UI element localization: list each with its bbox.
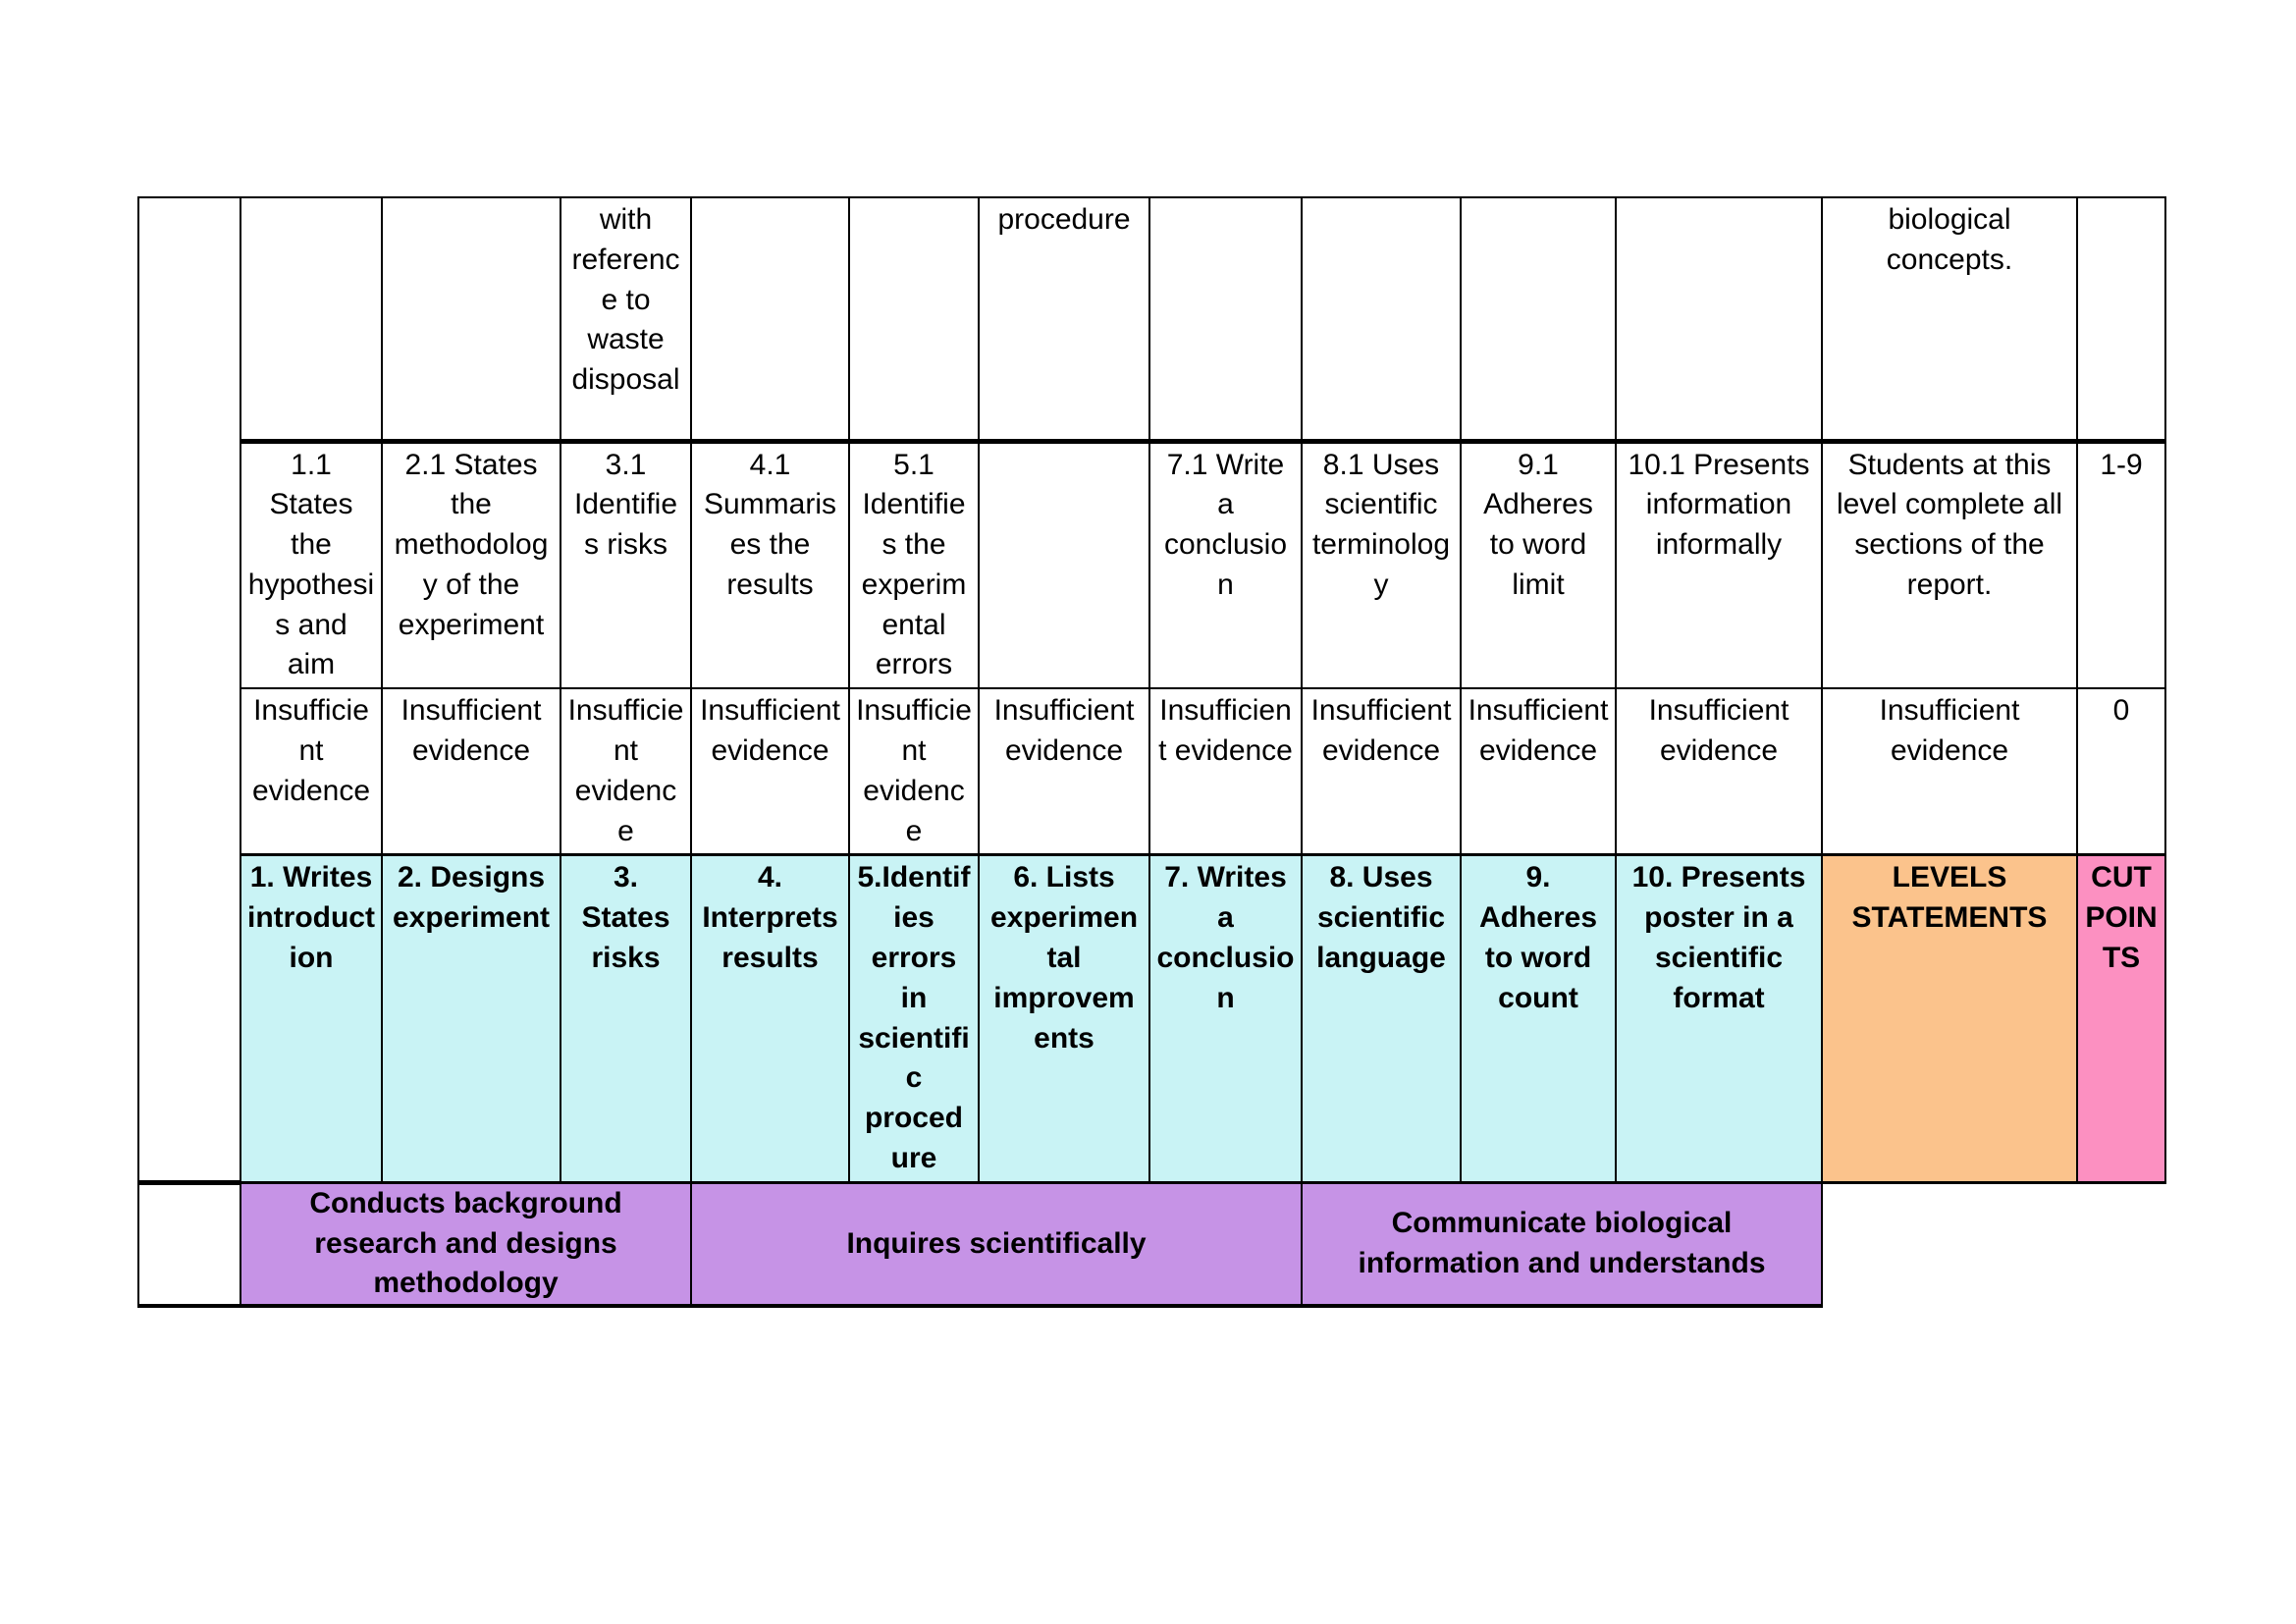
level1-cell-col6 <box>979 441 1149 688</box>
bottom-right-empty-region <box>1822 1182 2165 1306</box>
insufficient-evidence-row <box>138 688 2165 855</box>
level1-cell-col5: 5.1 Identifies the experimental errors <box>849 441 979 688</box>
level1-cut-points-value: 1-9 <box>2077 441 2165 688</box>
cut-points-header: CUT POINTS <box>2077 855 2165 1182</box>
carryover-cell-levels: biological concepts. <box>1822 197 2077 441</box>
criteria-cell-col6: 6. Lists experimental improvements <box>979 855 1149 1182</box>
level1-cell-col7: 7.1 Write a conclusion <box>1149 441 1302 688</box>
level0-cell-col3: Insufficient evidence <box>561 688 691 855</box>
level1-cell-col2: 2.1 States the methodology of the experiment <box>382 441 561 688</box>
criteria-cell-col7: 7. Writes a conclusion <box>1149 855 1302 1182</box>
carryover-cell-col9 <box>1461 197 1616 441</box>
criteria-header-row <box>138 855 2165 1182</box>
criteria-cell-col10: 10. Presents poster in a scientific format <box>1616 855 1822 1182</box>
level0-cell-col4: Insufficient evidence <box>691 688 849 855</box>
left-spacer-cell <box>138 197 240 1182</box>
strand-inquires-scientifically: Inquires scientifically <box>691 1182 1302 1306</box>
level0-cut-points-value: 0 <box>2077 688 2165 855</box>
strands-row <box>138 1182 2165 1306</box>
criteria-cell-col3: 3. States risks <box>561 855 691 1182</box>
carryover-cell-col1 <box>240 197 382 441</box>
level1-cell-col10: 10.1 Presents information informally <box>1616 441 1822 688</box>
carryover-cell-col7 <box>1149 197 1302 441</box>
level0-cell-col5: Insufficient evidence <box>849 688 979 855</box>
level0-cell-col9: Insufficient evidence <box>1461 688 1616 855</box>
level-1-descriptor-row <box>138 441 2165 688</box>
level0-cell-col1: Insufficient evidence <box>240 688 382 855</box>
levels-statements-header: LEVELS STATEMENTS <box>1822 855 2077 1182</box>
criteria-cell-col4: 4. Interprets results <box>691 855 849 1182</box>
carryover-cell-col6: procedure <box>979 197 1149 441</box>
level0-cell-col2: Insufficient evidence <box>382 688 561 855</box>
criteria-cell-col9: 9. Adheres to word count <box>1461 855 1616 1182</box>
strand-conducts-research: Conducts background research and designs methodology <box>240 1182 691 1306</box>
level1-cell-col1: 1.1 States the hypothesis and aim <box>240 441 382 688</box>
criteria-cell-col5: 5.Identifies errors in scientific procedure <box>849 855 979 1182</box>
criteria-cell-col1: 1. Writes introduction <box>240 855 382 1182</box>
level0-levels-statement: Insufficient evidence <box>1822 688 2077 855</box>
strand-communicates-information: Communicate biological information and understands <box>1302 1182 1822 1306</box>
criteria-cell-col8: 8. Uses scientific language <box>1302 855 1461 1182</box>
strands-left-spacer-cell <box>138 1182 240 1306</box>
level0-cell-col7: Insufficient evidence <box>1149 688 1302 855</box>
carryover-row <box>138 197 2165 441</box>
level1-cell-col9: 9.1 Adheres to word limit <box>1461 441 1616 688</box>
level1-cell-col8: 8.1 Uses scientific terminology <box>1302 441 1461 688</box>
carryover-cell-col4 <box>691 197 849 441</box>
carryover-cell-col2 <box>382 197 561 441</box>
level1-cell-col4: 4.1 Summarises the results <box>691 441 849 688</box>
carryover-cell-col10 <box>1616 197 1822 441</box>
carryover-cell-col5 <box>849 197 979 441</box>
level0-cell-col8: Insufficient evidence <box>1302 688 1461 855</box>
level1-levels-statement: Students at this level complete all sections of the report. <box>1822 441 2077 688</box>
level0-cell-col6: Insufficient evidence <box>979 688 1149 855</box>
carryover-cell-cutpoints <box>2077 197 2165 441</box>
carryover-cell-col8 <box>1302 197 1461 441</box>
assessment-rubric-table <box>137 196 2166 1308</box>
level1-cell-col3: 3.1 Identifies risks <box>561 441 691 688</box>
criteria-cell-col2: 2. Designs experiment <box>382 855 561 1182</box>
level0-cell-col10: Insufficient evidence <box>1616 688 1822 855</box>
carryover-cell-col3: with reference to waste disposal <box>561 197 691 441</box>
